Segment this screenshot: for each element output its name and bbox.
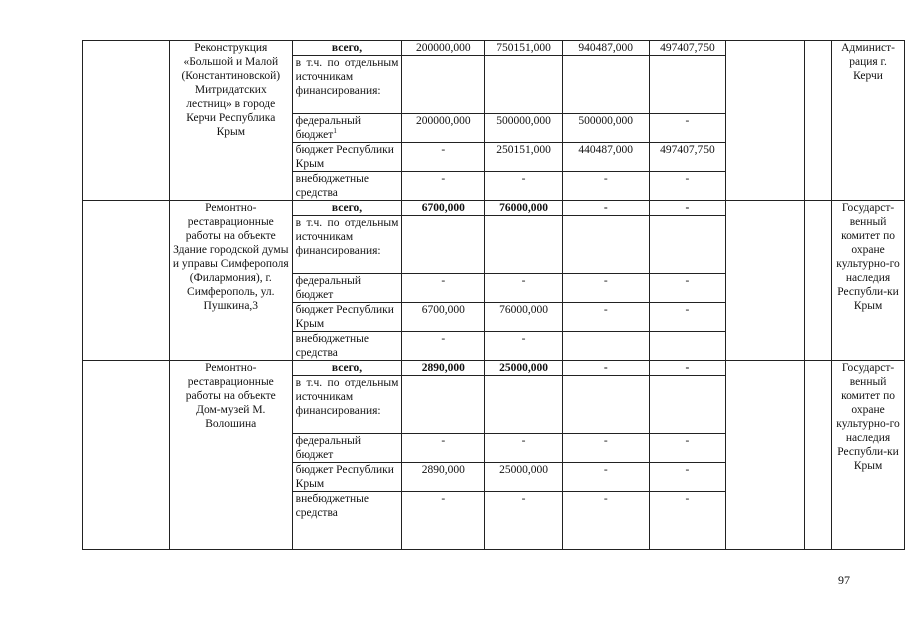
value-cell-year-1: - — [402, 274, 485, 303]
value-cell-year-1 — [402, 216, 485, 274]
value-cell-year-1: - — [402, 492, 485, 550]
value-cell-year-3: - — [562, 201, 649, 216]
value-cell-year-3 — [562, 332, 649, 361]
row-label-text: внебюджетные средства — [295, 333, 369, 359]
value-cell-year-4: - — [649, 114, 726, 143]
row-label-total — [292, 201, 402, 216]
value-cell-year-2: 250151,000 — [485, 143, 563, 172]
project-name: Ремонтно-реставрационные работы на объекте Здание городской думы и управы Симферополя (Филармония), г. Симферополь, ул. Пушкина,3 — [169, 201, 292, 361]
value-cell-year-3 — [562, 216, 649, 274]
value-cell-year-3 — [562, 376, 649, 434]
value-cell-year-3: 500000,000 — [562, 114, 649, 143]
row-label-by-source — [292, 376, 402, 434]
empty-cell — [726, 361, 805, 550]
value-cell-year-2: 76000,000 — [485, 201, 563, 216]
value-cell-year-1: - — [402, 434, 485, 463]
value-cell-year-4: - — [649, 303, 726, 332]
value-cell-year-3: - — [562, 303, 649, 332]
value-cell-year-3: - — [562, 492, 649, 550]
value-cell-year-3: - — [562, 361, 649, 376]
footnote-marker: 1 — [333, 127, 337, 136]
table-row — [83, 41, 905, 56]
value-cell-year-3: 940487,000 — [562, 41, 649, 56]
value-cell-year-2: 25000,000 — [485, 463, 563, 492]
value-cell-year-2 — [485, 376, 563, 434]
value-cell-year-1: 6700,000 — [402, 303, 485, 332]
row-label-text: в т.ч. по отдельным источникам финансирования: — [295, 57, 399, 97]
value-cell-year-2: 500000,000 — [485, 114, 563, 143]
value-cell-year-4: - — [649, 463, 726, 492]
empty-number-cell — [83, 41, 170, 201]
value-cell-year-4: - — [649, 492, 726, 550]
empty-cell — [805, 201, 832, 361]
value-cell-year-2 — [485, 56, 563, 114]
value-cell-year-4: - — [649, 172, 726, 201]
empty-cell — [805, 361, 832, 550]
value-cell-year-3: 440487,000 — [562, 143, 649, 172]
row-label-federal-budget — [292, 274, 402, 303]
row-label-text: бюджет Республики Крым — [295, 464, 394, 490]
row-label-text: внебюджетные средства — [295, 493, 369, 519]
value-cell-year-2: - — [485, 172, 563, 201]
value-cell-year-1: - — [402, 332, 485, 361]
row-label-crimea-budget — [292, 303, 402, 332]
empty-number-cell — [83, 361, 170, 550]
budget-table — [82, 40, 905, 550]
value-cell-year-4: - — [649, 434, 726, 463]
empty-cell — [726, 201, 805, 361]
row-label-text: всего, — [331, 362, 363, 374]
row-label-extrabudget — [292, 332, 402, 361]
value-cell-year-4: - — [649, 274, 726, 303]
empty-cell — [805, 41, 832, 201]
empty-cell — [726, 41, 805, 201]
project-name: Ремонтно-реставрационные работы на объекте Дом-музей М. Волошина — [169, 361, 292, 550]
row-label-text: бюджет Республики Крым — [295, 144, 394, 170]
value-cell-year-4 — [649, 56, 726, 114]
page-number: 97 — [838, 573, 850, 587]
responsible-party: Государст-венный комитет по охране культурно-го наследия Республи-ки Крым — [832, 201, 905, 361]
value-cell-year-2: - — [485, 492, 563, 550]
value-cell-year-1 — [402, 376, 485, 434]
value-cell-year-4: - — [649, 201, 726, 216]
value-cell-year-2: - — [485, 332, 563, 361]
value-cell-year-1: 6700,000 — [402, 201, 485, 216]
value-cell-year-1: - — [402, 143, 485, 172]
value-cell-year-4 — [649, 376, 726, 434]
value-cell-year-4 — [649, 332, 726, 361]
value-cell-year-3: - — [562, 434, 649, 463]
row-label-text: всего, — [331, 202, 363, 214]
value-cell-year-4: - — [649, 361, 726, 376]
table-row — [83, 201, 905, 216]
row-label-extrabudget — [292, 172, 402, 201]
project-name: Реконструкция «Большой и Малой (Константиновской) Митридатских лестниц» в городе Керчи Республика Крым — [169, 41, 292, 201]
value-cell-year-4 — [649, 216, 726, 274]
value-cell-year-1: 200000,000 — [402, 41, 485, 56]
row-label-by-source — [292, 216, 402, 274]
responsible-party: Админист-рация г. Керчи — [832, 41, 905, 201]
row-label-text: федеральный бюджет — [295, 115, 362, 141]
row-label-text: федеральный бюджет — [295, 275, 362, 301]
row-label-crimea-budget — [292, 463, 402, 492]
value-cell-year-3 — [562, 56, 649, 114]
value-cell-year-1: 2890,000 — [402, 463, 485, 492]
row-label-by-source — [292, 56, 402, 114]
row-label-extrabudget — [292, 492, 402, 550]
value-cell-year-3: - — [562, 172, 649, 201]
row-label-total — [292, 41, 402, 56]
row-label-total — [292, 361, 402, 376]
row-label-text: в т.ч. по отдельным источникам финансирования: — [295, 377, 399, 417]
value-cell-year-2 — [485, 216, 563, 274]
empty-number-cell — [83, 201, 170, 361]
value-cell-year-4: 497407,750 — [649, 41, 726, 56]
value-cell-year-2: - — [485, 434, 563, 463]
responsible-party: Государст-венный комитет по охране культурно-го наследия Республи-ки Крым — [832, 361, 905, 550]
value-cell-year-1 — [402, 56, 485, 114]
table-row — [83, 361, 905, 376]
row-label-federal-budget — [292, 434, 402, 463]
value-cell-year-3: - — [562, 274, 649, 303]
value-cell-year-4: 497407,750 — [649, 143, 726, 172]
value-cell-year-1: - — [402, 172, 485, 201]
row-label-text: бюджет Республики Крым — [295, 304, 394, 330]
budget-table-body — [83, 41, 905, 550]
value-cell-year-2: 750151,000 — [485, 41, 563, 56]
row-label-crimea-budget — [292, 143, 402, 172]
row-label-text: федеральный бюджет — [295, 435, 362, 461]
value-cell-year-1: 200000,000 — [402, 114, 485, 143]
row-label-text: в т.ч. по отдельным источникам финансирования: — [295, 217, 399, 257]
value-cell-year-1: 2890,000 — [402, 361, 485, 376]
row-label-text: внебюджетные средства — [295, 173, 369, 199]
value-cell-year-2: 76000,000 — [485, 303, 563, 332]
value-cell-year-2: 25000,000 — [485, 361, 563, 376]
value-cell-year-2: - — [485, 274, 563, 303]
row-label-text: всего, — [331, 42, 363, 54]
value-cell-year-3: - — [562, 463, 649, 492]
row-label-federal-budget — [292, 114, 402, 143]
